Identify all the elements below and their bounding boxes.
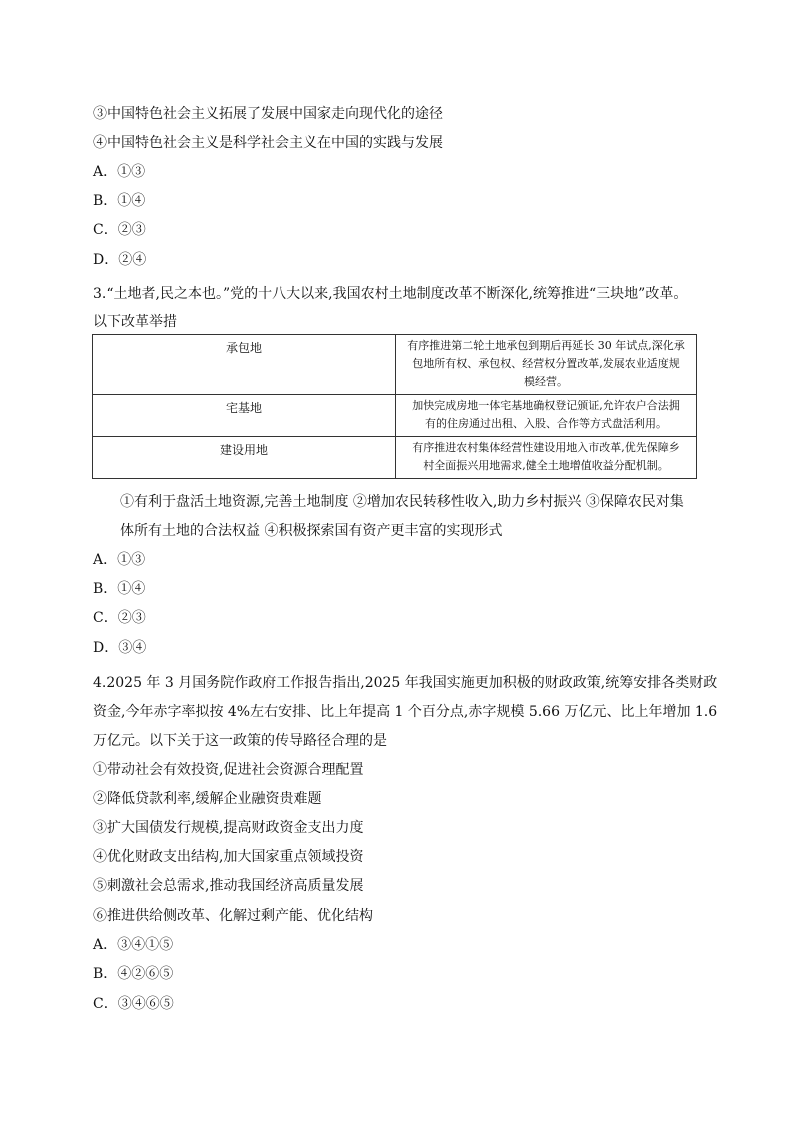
description-line: 包地所有权、承包权、经营权分置改革,发展农业适度规: [412, 357, 680, 370]
q3-choice-b[interactable]: B．①④: [93, 581, 146, 597]
description-line: 有的住房通过出租、入股、合作等方式盘活利用。: [425, 417, 667, 430]
q3-choice-c[interactable]: C．②③: [93, 610, 146, 626]
q4-stem-line-3: 万亿元。以下关于这一政策的传导路径合理的是: [93, 733, 387, 749]
description-line: 加快完成房地一体宅基地确权登记颁证,允许农户合法拥: [412, 399, 680, 412]
q3-options-line-1: ①有利于盘活土地资源,完善土地制度 ②增加农民转移性收入,助力乡村振兴 ③保障农民对集: [120, 494, 684, 510]
table-row: [93, 335, 697, 395]
q4-item-2: ②降低贷款利率,缓解企业融资贵难题: [93, 791, 322, 807]
q4-choice-c[interactable]: C．③④⑥⑤: [93, 996, 174, 1012]
q4-choice-b[interactable]: B．④②⑥⑤: [93, 966, 174, 982]
description-line: 村全面振兴用地需求,健全土地增值收益分配机制。: [423, 459, 669, 472]
table-cell-description: [396, 395, 697, 437]
q2-option-3: ③中国特色社会主义拓展了发展中国家走向现代化的途径: [93, 106, 443, 122]
q4-item-6: ⑥推进供给侧改革、化解过剩产能、优化结构: [93, 908, 373, 924]
table-cell-category: 承包地: [93, 335, 396, 395]
q2-choice-d[interactable]: D．②④: [93, 252, 147, 268]
reform-table: [92, 334, 697, 479]
q3-stem: 3.“土地者,民之本也。”党的十八大以来,我国农村土地制度改革不断深化,统筹推进“三块地”改革。: [93, 286, 688, 302]
q3-options-line-2: 体所有土地的合法权益 ④积极探索国有资产更丰富的实现形式: [120, 523, 503, 539]
table-cell-description: [396, 335, 697, 395]
description-line: 有序推进农村集体经营性建设用地入市改革,优先保障乡: [412, 441, 680, 454]
q3-stem-continued: 以下改革举措: [93, 314, 177, 330]
q4-stem-line-2: 资金,今年赤字率拟按 4%左右安排、比上年提高 1 个百分点,赤字规模 5.66 万亿元、比上年增加 1.6: [93, 704, 718, 720]
table-row: [93, 395, 697, 437]
q4-item-3: ③扩大国债发行规模,提高财政资金支出力度: [93, 820, 364, 836]
description-line: 有序推进第二轮土地承包到期后再延长 30 年试点,深化承: [407, 339, 685, 352]
q2-option-4: ④中国特色社会主义是科学社会主义在中国的实践与发展: [93, 135, 443, 151]
description-line: 模经营。: [524, 375, 568, 388]
q3-choice-d[interactable]: D．③④: [93, 640, 147, 656]
q2-choice-c[interactable]: C．②③: [93, 222, 146, 238]
q4-choice-a[interactable]: A．③④①⑤: [93, 937, 174, 953]
q3-choice-a[interactable]: A．①③: [93, 552, 146, 568]
q4-item-5: ⑤刺激社会总需求,推动我国经济高质量发展: [93, 878, 364, 894]
table-cell-description: [396, 437, 697, 479]
q2-choice-b[interactable]: B．①④: [93, 193, 146, 209]
q4-stem-line-1: 4.2025 年 3 月国务院作政府工作报告指出,2025 年我国实施更加积极的财政政策,统筹安排各类财政: [93, 675, 718, 691]
q4-item-1: ①带动社会有效投资,促进社会资源合理配置: [93, 762, 364, 778]
table-cell-category: 建设用地: [93, 437, 396, 479]
q2-choice-a[interactable]: A．①③: [93, 164, 146, 180]
table-row: [93, 437, 697, 479]
table-cell-category: 宅基地: [93, 395, 396, 437]
q4-item-4: ④优化财政支出结构,加大国家重点领域投资: [93, 849, 364, 865]
